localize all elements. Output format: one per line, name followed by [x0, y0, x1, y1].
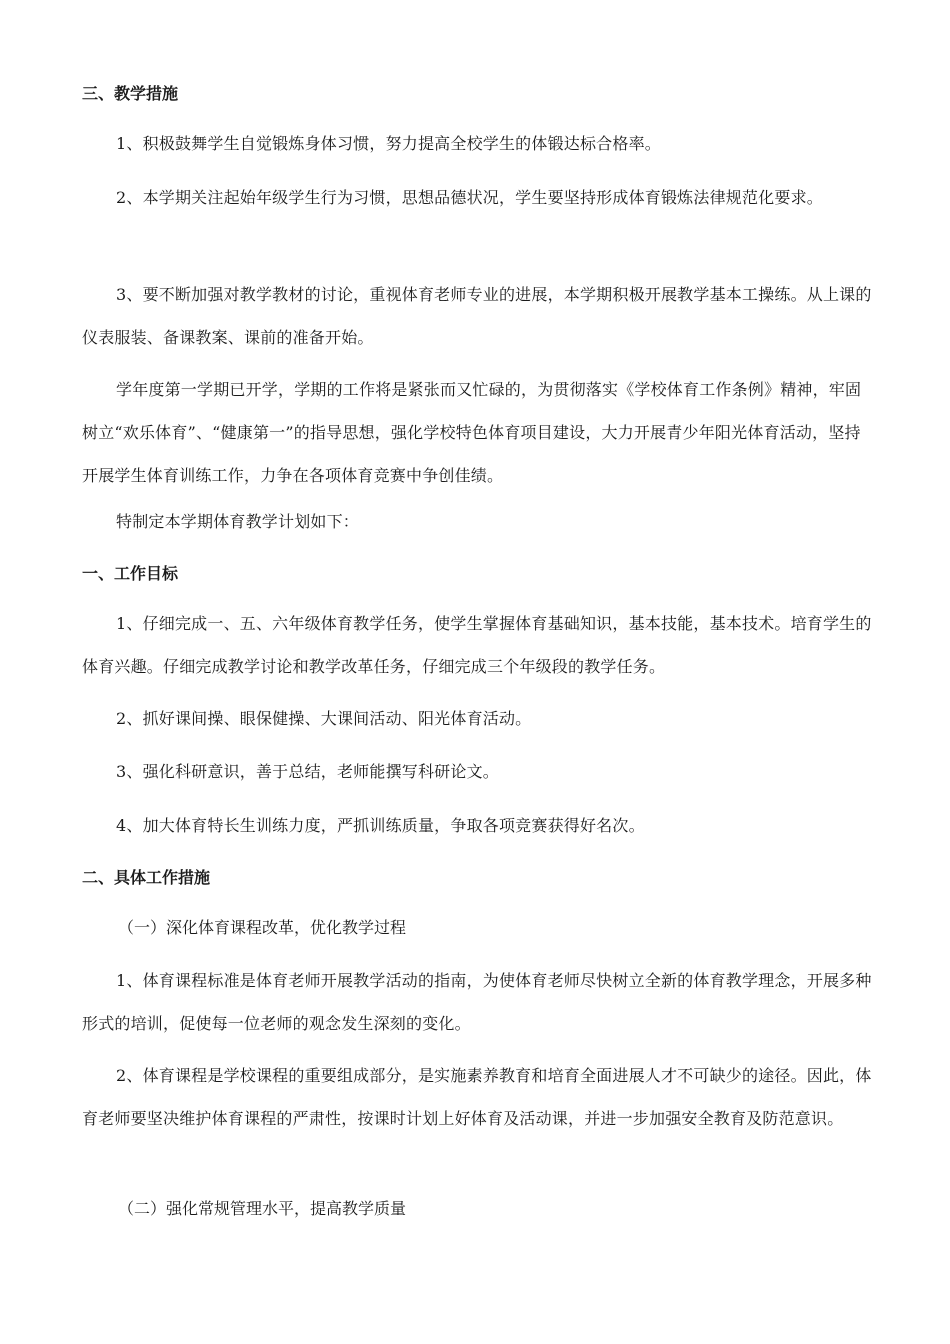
paragraph-measure-3: 3、要不断加强对教学教材的讨论，重视体育老师专业的进展，本学期积极开展教学基本工操练。从上课的仪表服装、备课教案、课前的准备开始。	[82, 285, 872, 347]
paragraph-reform-2: 2、体育课程是学校课程的重要组成部分，是实施素养教育和培育全面进展人才不可缺少的途径。因此，体育老师要坚决维护体育课程的严肃性，按课时计划上好体育及活动课，并进一步加强安全教育及防范意识。	[82, 1066, 872, 1128]
paragraph-goal-3: 3、强化科研意识，善于总结，老师能撰写科研论文。	[116, 762, 499, 781]
paragraph-plan-lead: 特制定本学期体育教学计划如下：	[116, 512, 360, 531]
paragraph-measure-1: 1、积极鼓舞学生自觉锻炼身体习惯，努力提高全校学生的体锻达标合格率。	[116, 134, 661, 153]
paragraph-goal-4: 4、加大体育特长生训练力度，严抓训练质量，争取各项竞赛获得好名次。	[116, 816, 645, 835]
paragraph-goal-1: 1、仔细完成一、五、六年级体育教学任务，使学生掌握体育基础知识，基本技能，基本技术。培育学生的体育兴趣。仔细完成教学讨论和教学改革任务，仔细完成三个年级段的教学任务。	[82, 614, 872, 676]
subheading-curriculum-reform: （一）深化体育课程改革，优化教学过程	[118, 918, 407, 937]
paragraph-intro: 学年度第一学期已开学，学期的工作将是紧张而又忙碌的，为贯彻落实《学校体育工作条例》精神，牢固树立“欢乐体育”、“健康第一”的指导思想，强化学校特色体育项目建设，大力开展青少年阳光体育活动，坚持开展学生体育训练工作，力争在各项体育竞赛中争创佳绩。	[82, 380, 862, 485]
paragraph-reform-1: 1、体育课程标准是体育老师开展教学活动的指南，为使体育老师尽快树立全新的体育教学理念，开展多种形式的培训，促使每一位老师的观念发生深刻的变化。	[82, 971, 872, 1033]
section-heading-teaching-measures: 三、教学措施	[82, 84, 179, 103]
subheading-routine-management: （二）强化常规管理水平，提高教学质量	[118, 1199, 407, 1218]
paragraph-goal-2: 2、抓好课间操、眼保健操、大课间活动、阳光体育活动。	[116, 709, 532, 728]
section-heading-specific-measures: 二、具体工作措施	[82, 868, 211, 887]
section-heading-work-goals: 一、工作目标	[82, 564, 179, 583]
paragraph-measure-2: 2、本学期关注起始年级学生行为习惯，思想品德状况，学生要坚持形成体育锻炼法律规范化要求。	[116, 188, 823, 207]
